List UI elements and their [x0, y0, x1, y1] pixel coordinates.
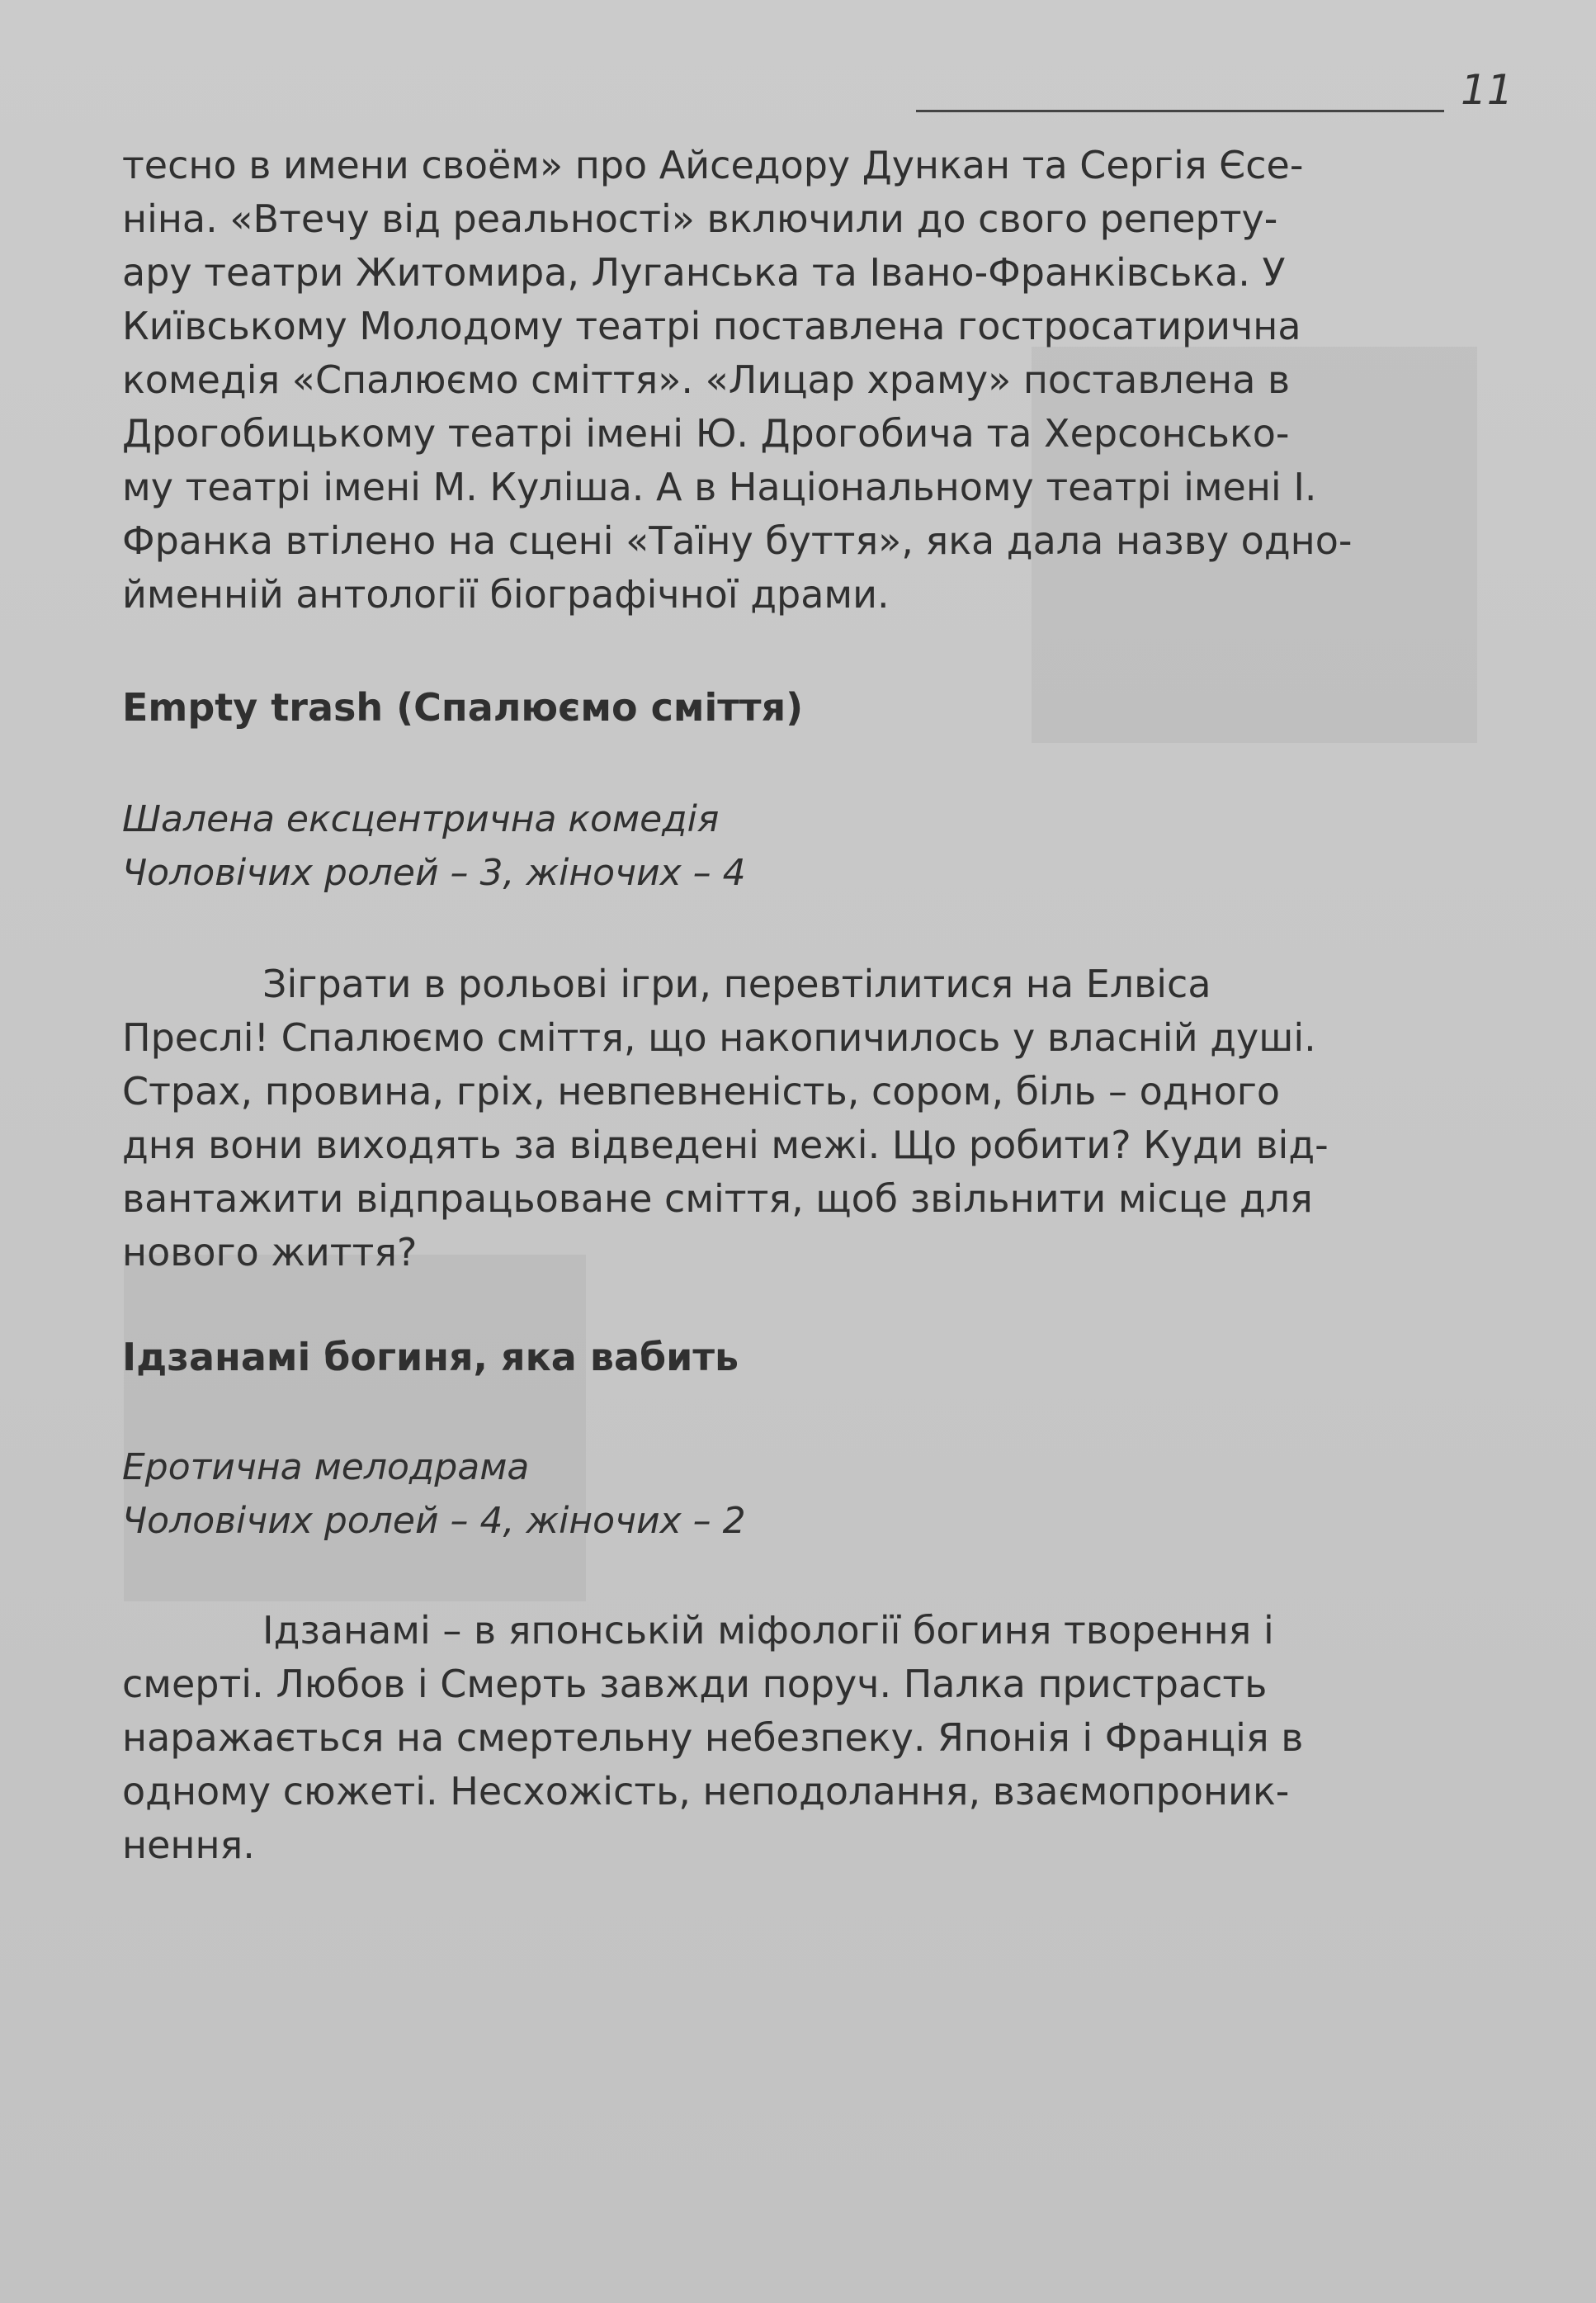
- play-meta: [122, 792, 1485, 900]
- text-line: ніна. «Втечу від реальності» включили до свого реперту-: [122, 196, 1278, 241]
- text-line: ару театри Житомира, Луганська та Івано-Франківська. У: [122, 250, 1286, 295]
- text-line: комедія «Спалюємо сміття». «Лицар храму» поставлена в: [122, 357, 1291, 402]
- play-description: [122, 958, 1485, 1279]
- play-description: [122, 1604, 1485, 1872]
- text-line: смерті. Любов і Смерть завжди поруч. Палка пристрасть: [122, 1662, 1268, 1706]
- text-line: наражається на смертельну небезпеку. Японія і Франція в: [122, 1715, 1304, 1760]
- text-line: нення.: [122, 1823, 255, 1867]
- intro-paragraph: [122, 139, 1485, 622]
- text-line: Дрогобицькому театрі імені Ю. Дрогобича та Херсонсько-: [122, 411, 1290, 456]
- text-line: Зіграти в рольові ігри, перевтілитися на Елвіса: [262, 962, 1211, 1006]
- page-number: 11: [1461, 66, 1513, 114]
- play-roles: Чоловічих ролей – 3, жіночих – 4: [122, 852, 746, 894]
- text-line: Страх, провина, гріх, невпевненість, сором, біль – одного: [122, 1069, 1281, 1114]
- play-title: Empty trash (Спалюємо сміття): [122, 685, 804, 730]
- text-line: нового життя?: [122, 1230, 418, 1274]
- text-line: йменній антології біографічної драми.: [122, 572, 890, 617]
- play-roles: Чоловічих ролей – 4, жіночих – 2: [122, 1500, 746, 1542]
- play-meta: [122, 1440, 1485, 1548]
- play-genre: Шалена ексцентрична комедія: [122, 798, 720, 840]
- header-rule: [916, 110, 1444, 112]
- text-line: вантажити відпрацьоване сміття, щоб звільнити місце для: [122, 1176, 1313, 1221]
- text-line: Преслі! Спалюємо сміття, що накопичилось у власній душі.: [122, 1015, 1316, 1060]
- text-line: одному сюжеті. Несхожість, неподолання, взаємопроник-: [122, 1769, 1290, 1814]
- text-line: Ідзанамі – в японській міфології богиня творення і: [262, 1608, 1274, 1653]
- play-genre: Еротична мелодрама: [122, 1446, 530, 1488]
- play-entry: [122, 1331, 1485, 1384]
- text-line: Франка втілено на сцені «Таїну буття», яка дала назву одно-: [122, 518, 1353, 563]
- play-title: Ідзанамі богиня, яка вабить: [122, 1335, 739, 1379]
- show-through-shadow: [124, 1255, 586, 1601]
- text-line: дня вони виходять за відведені межі. Що робити? Куди від-: [122, 1123, 1329, 1167]
- text-line: му театрі імені М. Куліша. А в Національному театрі імені І.: [122, 465, 1317, 509]
- text-line: Київському Молодому театрі поставлена гостросатирична: [122, 304, 1301, 348]
- play-entry: [122, 681, 1485, 735]
- text-line: тесно в имени своём» про Айседору Дункан та Сергія Єсе-: [122, 143, 1304, 187]
